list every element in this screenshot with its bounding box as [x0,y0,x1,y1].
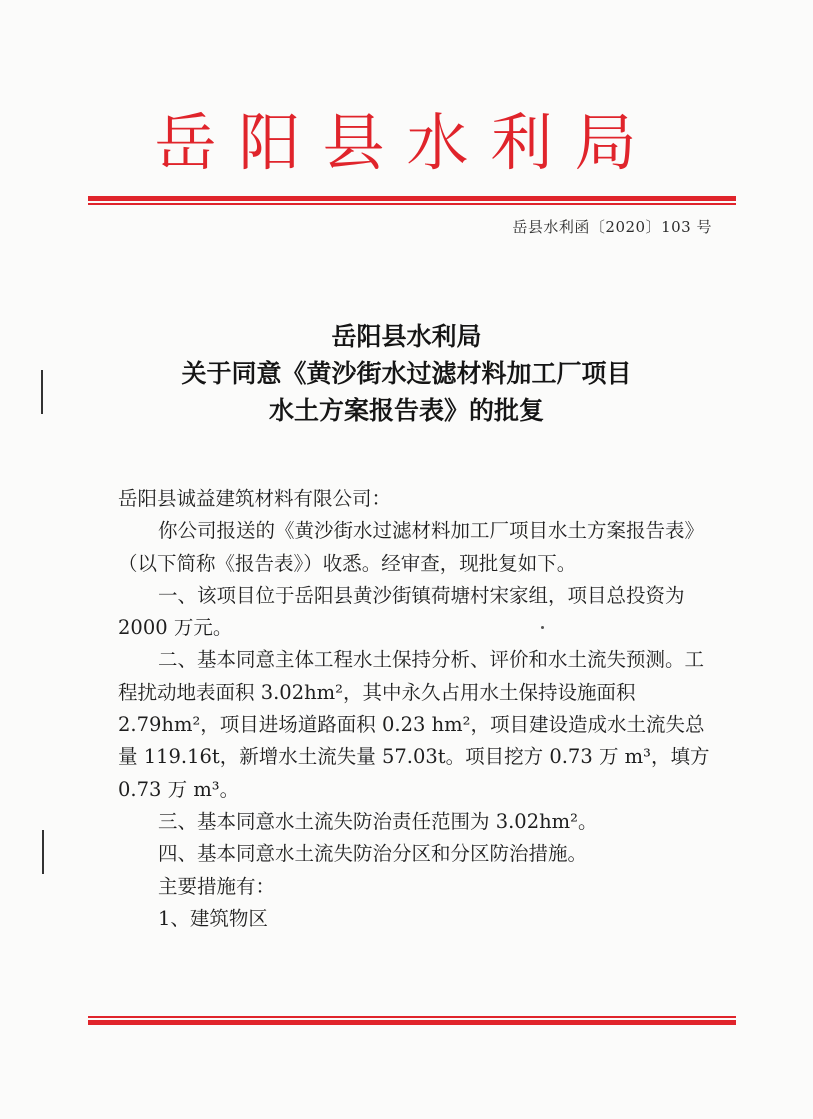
issuing-organization: 岳阳县水利局 [154,106,659,179]
document-body [118,483,718,935]
header-red-rule-thin [88,203,736,205]
title-line-2: 关于同意《黄沙街水过滤材料加工厂项目 [181,359,632,388]
paragraph-measure-1: 1、建筑物区 [158,906,268,930]
paragraph-item-3: 三、基本同意水土流失防治责任范围为 3.02hm²。 [158,809,598,833]
paragraph-intro: 你公司报送的《黄沙街水过滤材料加工厂项目水土方案报告表》（以下简称《报告表》）收悉。经审查，现批复如下。 [118,519,705,575]
paragraph-item-1: 一、该项目位于岳阳县黄沙街镇荷塘村宋家组，项目总投资为 2000 万元。 [118,583,685,640]
paragraph-measures-heading: 主要措施有： [158,874,276,898]
paragraph-item-4: 四、基本同意水土流失防治分区和分区防治措施。 [158,842,588,866]
header-red-rule-thick [88,196,736,201]
title-line-1: 岳阳县水利局 [331,322,482,351]
title-line-3: 水土方案报告表》的批复 [268,396,544,425]
left-edge-mark-lower [42,830,44,874]
paragraph-item-2: 二、基本同意主体工程水土保持分析、评价和水土流失预测。工程扰动地表面积 3.02hm²，其中永久占用水土保持设施面积 2.79hm²，项目进场道路面积 0.23 hm²，项目建设造成水土流失总量 119.16t，新增水土流失量 57.03t。项目挖方 0.73 万 m³，填方 0.73 万 m³。 [118,648,710,801]
footer-red-rule-thick [88,1020,736,1025]
salutation: 岳阳县诚益建筑材料有限公司： [118,487,392,510]
footer-red-rule-thin [88,1016,736,1018]
scan-speck [541,626,544,629]
document-number: 岳县水利函〔2020〕103 号 [512,218,712,236]
